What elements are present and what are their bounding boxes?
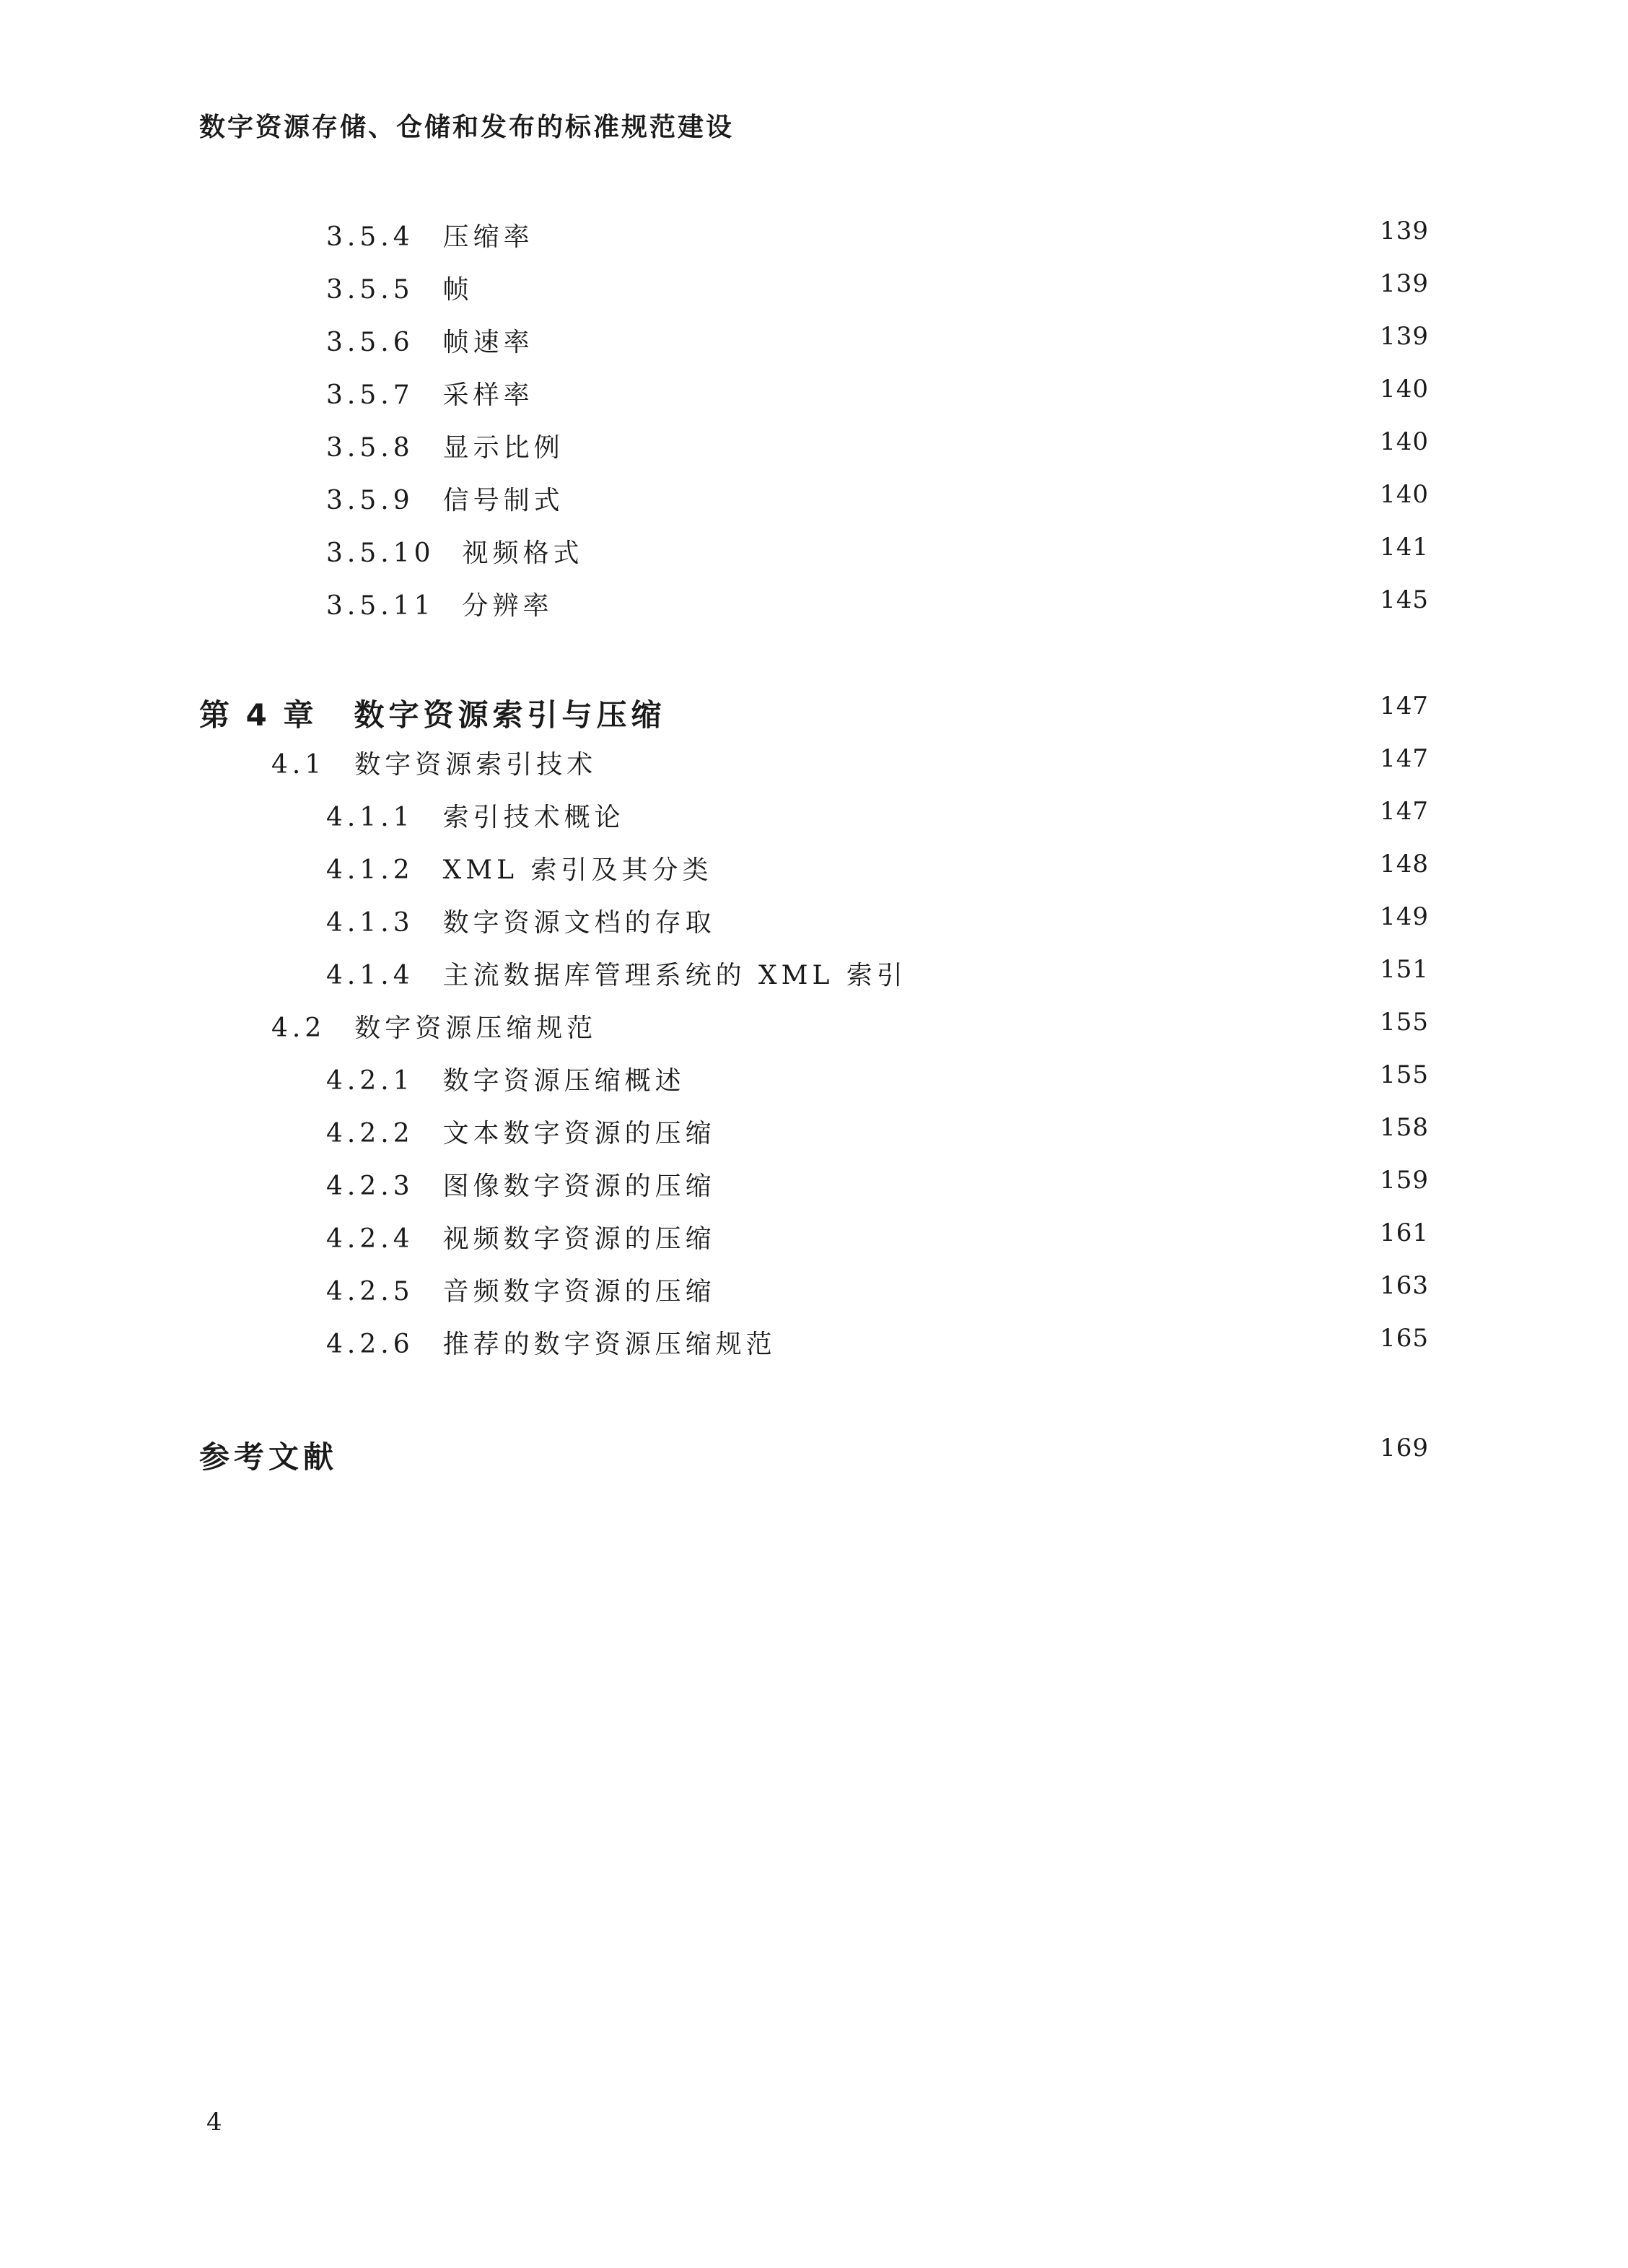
toc-entry-page: 140 xyxy=(1380,480,1429,509)
toc-entry-title: 采样率 xyxy=(442,380,534,410)
toc-entry-page: 163 xyxy=(1380,1271,1429,1300)
toc-entry-page: 155 xyxy=(1380,1060,1429,1089)
toc-entry-title: 信号制式 xyxy=(442,486,564,515)
toc-entry-number: 4.1.2 xyxy=(326,855,414,885)
toc-entry xyxy=(0,1060,1429,1104)
toc-entry-number: 4.2.5 xyxy=(326,1277,414,1307)
toc-entry xyxy=(0,955,1429,998)
toc-entry xyxy=(0,533,1429,576)
toc-entry-page: 161 xyxy=(1380,1218,1429,1247)
toc-entry-number: 3.5.8 xyxy=(326,433,414,463)
toc-section-entry xyxy=(0,1008,1429,1051)
toc-chapter-number: 第 4 章 xyxy=(199,697,317,733)
toc-entry xyxy=(0,850,1429,893)
toc-entry-page: 140 xyxy=(1380,375,1429,404)
toc-entry-number: 3.5.6 xyxy=(326,328,414,357)
toc-section-title: 数字资源压缩规范 xyxy=(354,1013,598,1043)
toc-entry-title: 推荐的数字资源压缩规范 xyxy=(442,1330,776,1359)
toc-entry-number: 3.5.11 xyxy=(326,591,435,621)
toc-entry-page: 149 xyxy=(1380,902,1429,931)
toc-entry-page: 147 xyxy=(1380,797,1429,826)
toc-entry-number: 3.5.5 xyxy=(326,275,414,305)
toc-entry-title: 压缩率 xyxy=(442,222,534,252)
toc-entry xyxy=(0,1113,1429,1156)
toc-entry-number: 4.2.2 xyxy=(326,1119,414,1148)
toc-chapter-page: 147 xyxy=(1380,692,1429,720)
toc-entry-title: 数字资源文档的存取 xyxy=(442,908,716,938)
toc-entry-title: 帧 xyxy=(442,275,473,305)
toc-entry-page: 158 xyxy=(1380,1113,1429,1142)
toc-entry-title: 主流数据库管理系统的 XML 索引 xyxy=(442,961,907,990)
toc-entry-number: 4.2.1 xyxy=(326,1066,414,1096)
toc-entry xyxy=(0,480,1429,523)
toc-chapter-entry xyxy=(0,692,1429,735)
toc-entry-number: 3.5.10 xyxy=(326,538,435,568)
toc-entry xyxy=(0,1166,1429,1209)
toc-entry-page: 165 xyxy=(1380,1324,1429,1353)
toc-section-number: 4.1 xyxy=(271,750,326,780)
toc-entry xyxy=(0,322,1429,365)
toc-entry-number: 4.1.1 xyxy=(326,803,414,832)
toc-entry xyxy=(0,797,1429,840)
toc-entry-title: 索引技术概论 xyxy=(442,803,625,832)
toc-entry xyxy=(0,427,1429,471)
toc-entry xyxy=(0,902,1429,946)
toc-entry-page: 139 xyxy=(1380,269,1429,298)
toc-entry-number: 3.5.9 xyxy=(326,486,414,515)
toc-entry-title: XML 索引及其分类 xyxy=(442,855,713,885)
toc-entry-number: 3.5.4 xyxy=(326,222,414,252)
toc-references-entry xyxy=(0,1434,1429,1477)
toc-entry-number: 4.1.4 xyxy=(326,961,414,990)
toc-entry xyxy=(0,1218,1429,1262)
running-head: 数字资源存储、仓储和发布的标准规范建设 xyxy=(199,113,735,142)
toc-entry-title: 音频数字资源的压缩 xyxy=(442,1277,716,1307)
toc-entry-title: 图像数字资源的压缩 xyxy=(442,1172,716,1201)
toc-entry-title: 帧速率 xyxy=(442,328,534,357)
toc-entry-number: 4.1.3 xyxy=(326,908,414,938)
toc-section-entry xyxy=(0,744,1429,788)
toc-entry-page: 139 xyxy=(1380,322,1429,351)
toc-entry-title: 分辨率 xyxy=(462,591,553,621)
toc-entry xyxy=(0,269,1429,313)
toc-section-number: 4.2 xyxy=(271,1013,326,1043)
toc-references-title: 参考文献 xyxy=(199,1439,338,1475)
toc-entry-title: 视频格式 xyxy=(462,538,584,568)
toc-entry-number: 3.5.7 xyxy=(326,380,414,410)
toc-entry-title: 文本数字资源的压缩 xyxy=(442,1119,716,1148)
toc-references-page: 169 xyxy=(1380,1434,1429,1462)
page-number: 4 xyxy=(206,2108,222,2137)
toc-entry-page: 139 xyxy=(1380,217,1429,245)
toc-entry-page: 148 xyxy=(1380,850,1429,878)
toc-entry-title: 数字资源压缩概述 xyxy=(442,1066,686,1096)
toc-entry xyxy=(0,1271,1429,1314)
toc-entry xyxy=(0,1324,1429,1367)
toc-entry-title: 显示比例 xyxy=(442,433,564,463)
toc-section-title: 数字资源索引技术 xyxy=(354,750,598,780)
toc-entry-number: 4.2.6 xyxy=(326,1330,414,1359)
toc-chapter-title: 数字资源索引与压缩 xyxy=(354,697,666,733)
toc-entry-page: 145 xyxy=(1380,585,1429,614)
toc-entry-page: 140 xyxy=(1380,427,1429,456)
toc-section-page: 155 xyxy=(1380,1008,1429,1037)
toc-entry xyxy=(0,585,1429,629)
toc-entry-title: 视频数字资源的压缩 xyxy=(442,1224,716,1254)
toc-entry-page: 141 xyxy=(1380,533,1429,562)
toc-entry xyxy=(0,217,1429,260)
toc-entry xyxy=(0,375,1429,418)
toc-section-page: 147 xyxy=(1380,744,1429,773)
toc-entry-page: 151 xyxy=(1380,955,1429,984)
toc-entry-number: 4.2.4 xyxy=(326,1224,414,1254)
toc-entry-page: 159 xyxy=(1380,1166,1429,1195)
toc-entry-number: 4.2.3 xyxy=(326,1172,414,1201)
